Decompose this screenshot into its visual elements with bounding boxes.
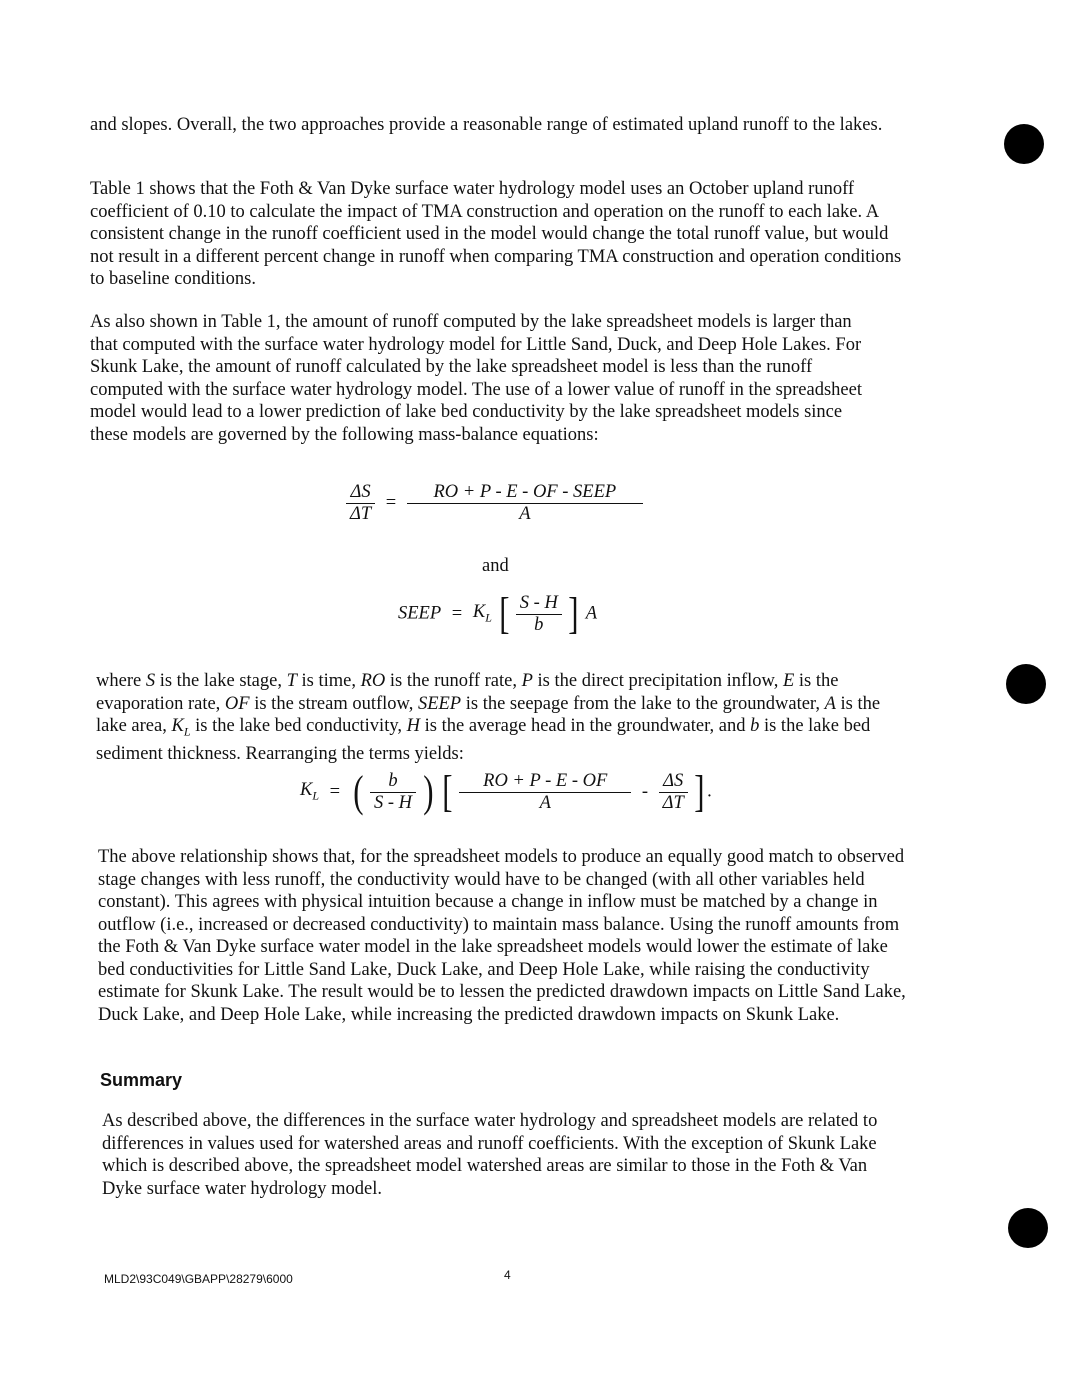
equation-connector: and: [482, 556, 509, 576]
paragraph-table1-runoff-coefficient: Table 1 shows that the Foth & Van Dyke surface water hydrology model uses an October upland runoff coefficient of 0.10 to calculate the impact of TMA construction and operation on the runoff to each lake. A consistent change in the runoff coefficient used in the model would change the total runoff value, but would not result in a different percent change in runoff when comparing TMA construction and operation conditions to baseline conditions.: [90, 179, 902, 289]
paragraph-summary: As described above, the differences in the surface water hydrology and spreadsheet models are related to differences in values used for watershed areas and runoff coefficients. With the exception of Skunk Lake which is described above, the spreadsheet model watershed areas are similar to those in the Foth & Van Dyke surface water hydrology model.: [102, 1111, 878, 1199]
conductivity-equation: $K_L$ = ( $\frac{b}{S - H}$ ) [ $\frac{RO + P - E - OF}{A}$ - $\frac{\Delta S}{\Delta T}$ ] .: [300, 767, 712, 816]
paragraph-variable-definitions: where S is the lake stage, T is time, RO is the runoff rate, P is the direct precipitation inflow, E is the evaporation rate, OF is the stream outflow, SEEP is the seepage from the lake to the groundwater, A is the lake area, $K_L$ is the lake bed conductivity, H is the average head in the groundwater, and b is the lake bed sediment thickness. Rearranging the terms yields:: [96, 671, 881, 765]
paragraph-continuation: and slopes. Overall, the two approaches provide a reasonable range of estimated upland runoff to the lakes.: [90, 115, 883, 135]
punch-hole-bottom: [1008, 1208, 1048, 1248]
footer-page-number: 4: [504, 1268, 511, 1282]
punch-hole-middle: [1006, 664, 1046, 704]
seepage-equation: SEEP = $K_L$ [ $\frac{S - H}{b}$ ] A: [398, 589, 598, 638]
punch-hole-top: [1004, 124, 1044, 164]
paragraph-spreadsheet-runoff: As also shown in Table 1, the amount of runoff computed by the lake spreadsheet models is larger than that computed with the surface water hydrology model for Little Sand, Duck, and Deep Hole Lakes. For Skunk Lake, the amount of runoff calculated by the lake spreadsheet model is less than the runoff computed with the surface water hydrology model. The use of a lower value of runoff in the spreadsheet model would lead to a lower prediction of lake bed conductivity by the lake spreadsheet models since these models are governed by the following mass-balance equations:: [90, 312, 862, 445]
mass-balance-equation: $\frac{\Delta S}{\Delta T}$ = $\frac{\text{RO + P - E - OF - SEEP}}{A}$: [346, 482, 643, 525]
footer-document-code: MLD2\93C049\GBAPP\28279\6000: [104, 1272, 293, 1286]
paragraph-relationship-explanation: The above relationship shows that, for the spreadsheet models to produce an equally good match to observed stage changes with less runoff, the conductivity would have to be changed (with all other variables held constant). This agrees with physical intuition because a change in inflow must be matched by a change in outflow (i.e., increased or decreased conductivity) to maintain mass balance. Using the runoff amounts from the Foth & Van Dyke surface water model in the lake spreadsheet models would lower the estimate of lake bed conductivities for Little Sand Lake, Duck Lake, and Deep Hole Lake, while raising the conductivity estimate for Skunk Lake. The result would be to lessen the predicted drawdown impacts on Little Sand Lake, Duck Lake, and Deep Hole Lake, while increasing the predicted drawdown impacts on Skunk Lake.: [98, 847, 906, 1025]
section-heading-summary: Summary: [100, 1070, 183, 1090]
